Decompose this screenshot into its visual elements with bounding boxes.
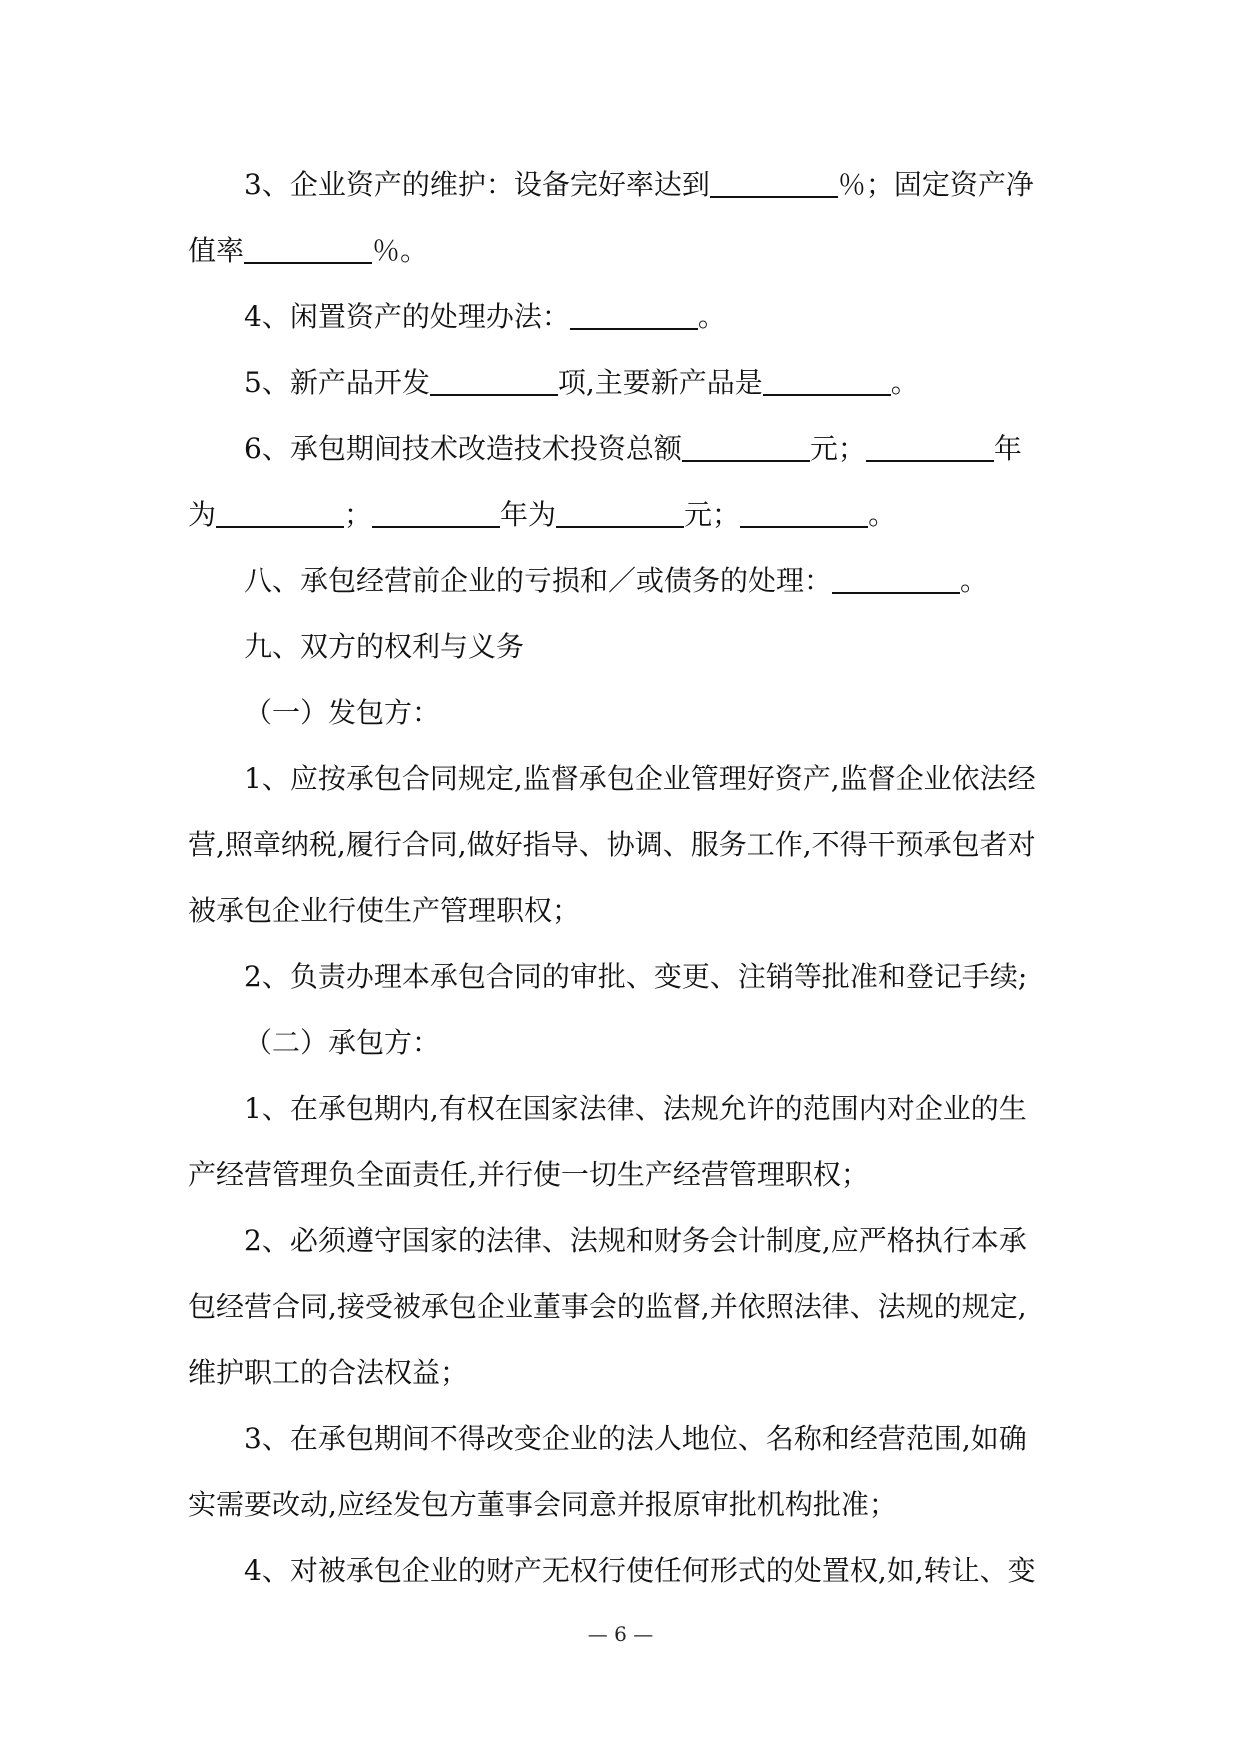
paragraph-line [188, 152, 1058, 218]
paragraph-line: 2、负责办理本承包合同的审批、变更、注销等批准和登记手续; [244, 960, 1028, 993]
text-span: 项,主要新产品是 [557, 366, 763, 399]
paragraph-line [188, 284, 1058, 350]
fill-blank [430, 366, 558, 396]
fill-blank [216, 498, 344, 528]
text-span: 元； [684, 498, 741, 531]
text-span: ％。 [372, 234, 429, 267]
text-span: 八、承包经营前企业的亏损和／或债务的处理： [244, 564, 833, 597]
text-span: 4、闲置资产的处理办法： [244, 300, 570, 333]
text-span: 。 [868, 498, 897, 531]
fill-blank [556, 498, 684, 528]
paragraph-line [188, 482, 1058, 548]
text-span: 6、承包期间技术改造技术投资总额 [244, 432, 682, 465]
fill-blank [763, 366, 891, 396]
text-span: 为 [188, 498, 217, 531]
text-span: 年为 [500, 498, 557, 531]
text-span: ； [344, 498, 373, 531]
page-number: — 6 — [587, 1622, 654, 1646]
fill-blank [244, 234, 372, 264]
paragraph-line: 包经营合同,接受被承包企业董事会的监督,并依照法律、法规的规定, [188, 1290, 1027, 1323]
section-heading: 九、双方的权利与义务 [244, 630, 525, 663]
text-span: 元； [809, 432, 866, 465]
fill-blank [570, 300, 698, 330]
paragraph-line [188, 218, 1058, 284]
fill-blank [710, 168, 838, 198]
document-body [188, 152, 1058, 1604]
fill-blank [832, 564, 960, 594]
fill-blank [740, 498, 868, 528]
text-span: 年 [993, 432, 1022, 465]
paragraph-line: 实需要改动,应经发包方董事会同意并报原审批机构批准； [188, 1488, 897, 1521]
text-span: 3、企业资产的维护：设备完好率达到 [244, 168, 710, 201]
text-span: 。 [890, 366, 919, 399]
paragraph-line: 1、在承包期内,有权在国家法律、法规允许的范围内对企业的生 [244, 1092, 1027, 1125]
paragraph-line [188, 548, 1058, 614]
paragraph-line: 营,照章纳税,履行合同,做好指导、协调、服务工作,不得干预承包者对 [188, 828, 1036, 861]
paragraph-line: 4、对被承包企业的财产无权行使任何形式的处置权,如,转让、变 [244, 1554, 1036, 1587]
text-span: 5、新产品开发 [244, 366, 430, 399]
text-span: ％；固定资产净 [837, 168, 1034, 201]
paragraph-line [188, 416, 1058, 482]
text-span: 。 [960, 564, 989, 597]
paragraph-line: 1、应按承包合同规定,监督承包企业管理好资产,监督企业依法经 [244, 762, 1036, 795]
paragraph-line: 维护职工的合法权益； [188, 1356, 469, 1389]
paragraph-line: 3、在承包期间不得改变企业的法人地位、名称和经营范围,如确 [244, 1422, 1027, 1455]
paragraph-line: 2、必须遵守国家的法律、法规和财务会计制度,应严格执行本承 [244, 1224, 1027, 1257]
fill-blank [682, 432, 810, 462]
text-span: 。 [697, 300, 726, 333]
subsection-heading: （二）承包方： [244, 1026, 441, 1059]
paragraph-line [188, 350, 1058, 416]
fill-blank [866, 432, 994, 462]
paragraph-line: 被承包企业行使生产管理职权； [188, 894, 581, 927]
fill-blank [372, 498, 500, 528]
subsection-heading: （一）发包方： [244, 696, 441, 729]
paragraph-line: 产经营管理负全面责任,并行使一切生产经营管理职权； [188, 1158, 869, 1191]
text-span: 值率 [188, 234, 245, 267]
